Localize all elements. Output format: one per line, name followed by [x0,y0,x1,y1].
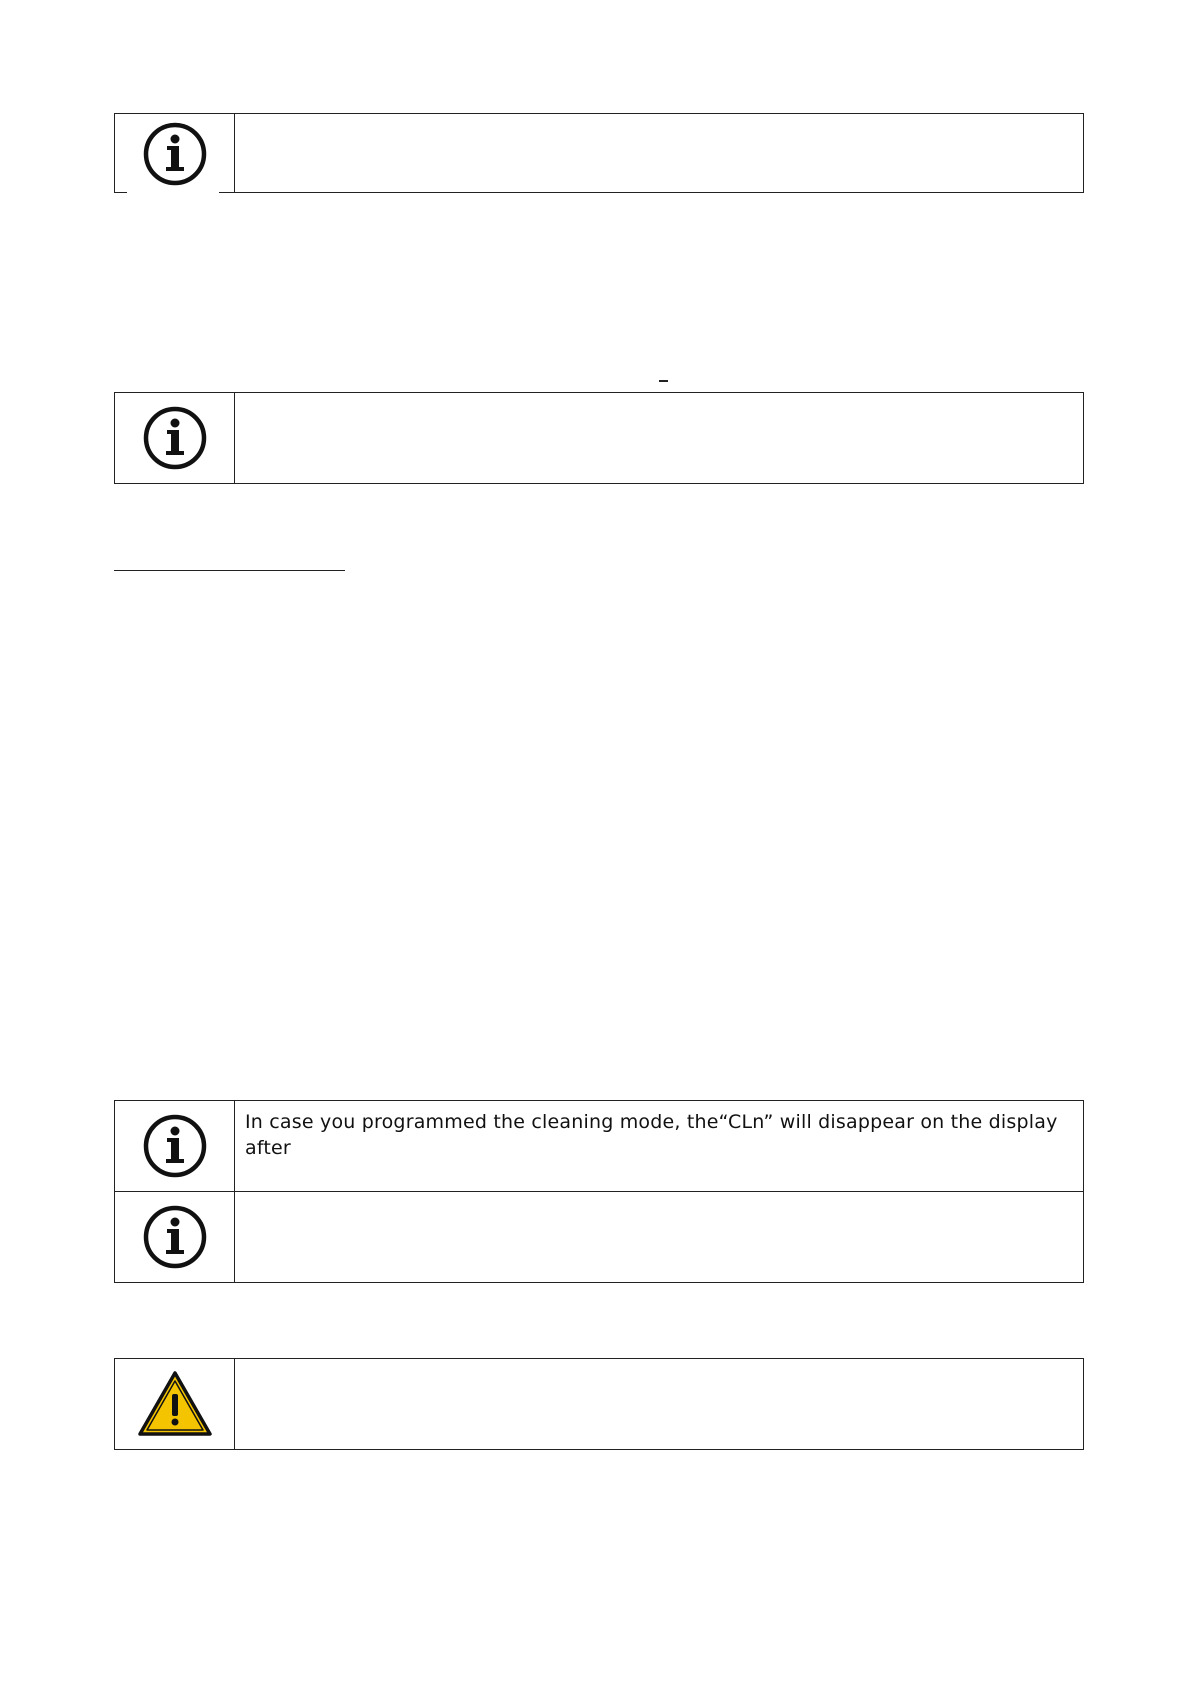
info-icon [142,405,208,471]
warning-notice-box [114,1358,1084,1450]
info-icon-cell [115,1192,235,1282]
notice-text [235,1359,1083,1449]
info-icon-cell [115,393,235,483]
warning-icon-cell [115,1359,235,1449]
warning-icon [137,1370,213,1438]
info-icon-cell [115,114,235,193]
info-notice-box [114,113,1084,193]
notice-text [235,393,1083,483]
notice-text: In case you programmed the cleaning mode, the“CLn” will disappear on the display after [245,1111,1058,1159]
info-icon [142,1113,208,1179]
info-icon [142,1204,208,1270]
notice-text [235,114,1083,193]
info-icon [142,121,208,187]
info-icon-cell [115,1101,235,1191]
info-notice-box [114,392,1084,484]
section-heading-underline [114,570,345,571]
info-notice-box [114,1100,1084,1192]
dash-mark [659,380,668,382]
info-notice-box [114,1191,1084,1283]
notice-text [235,1192,1083,1282]
